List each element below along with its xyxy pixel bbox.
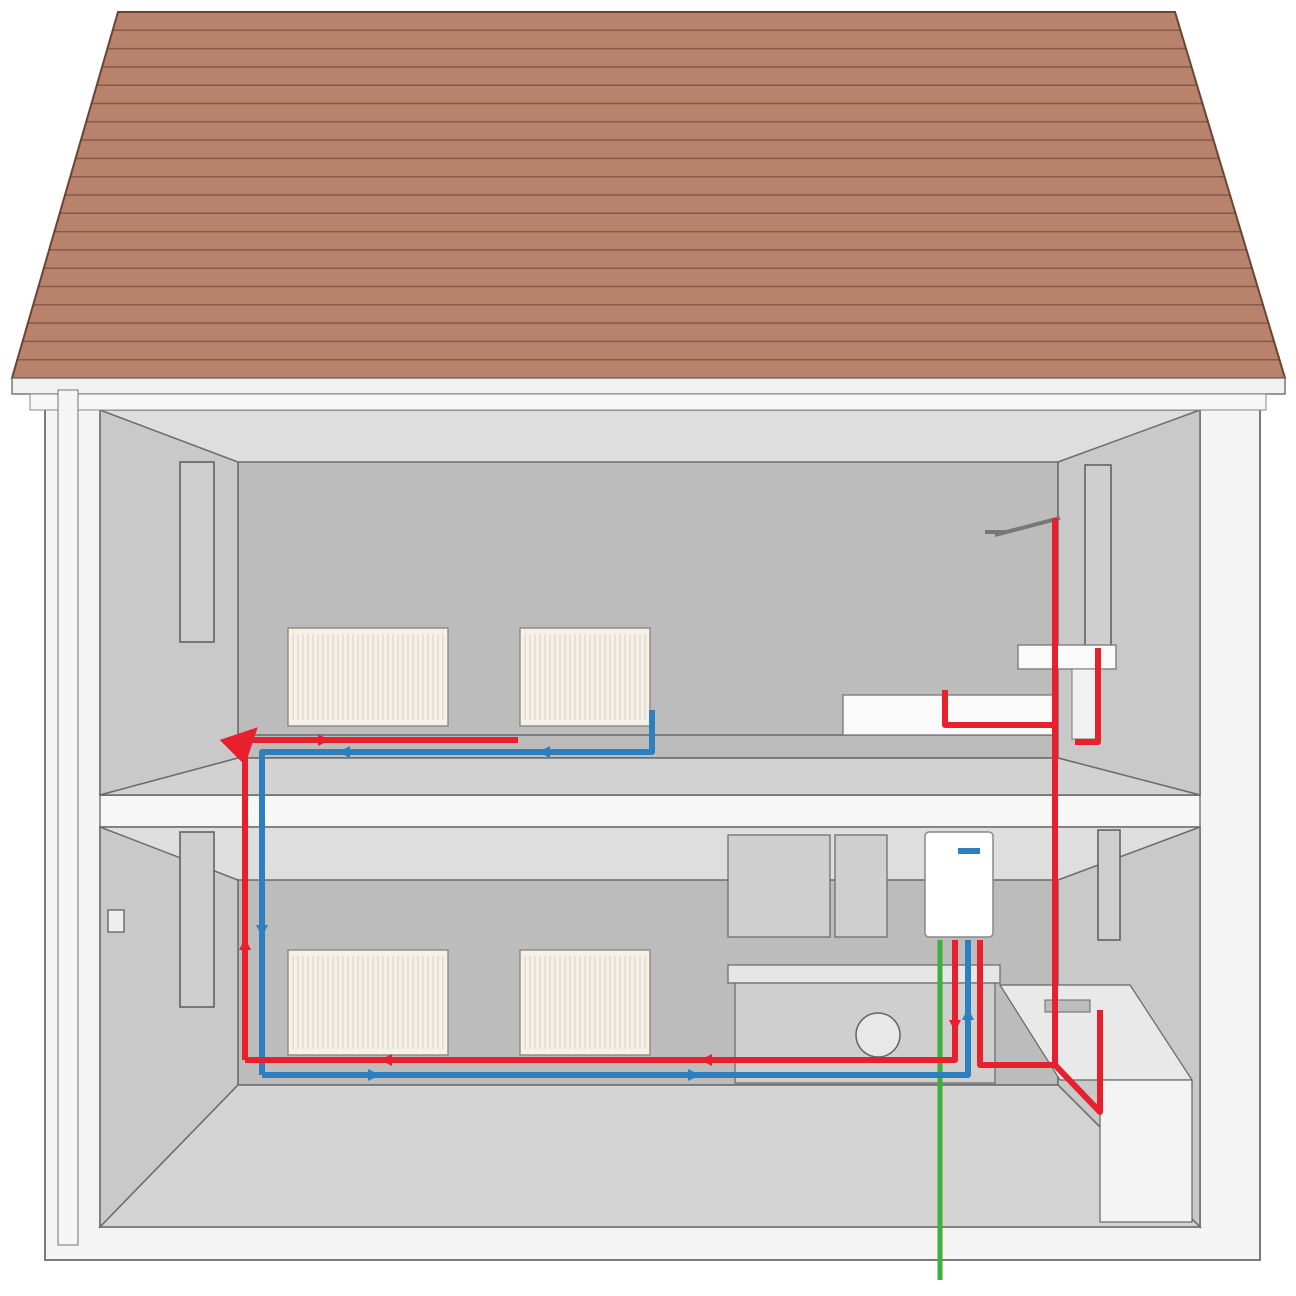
radiator [288, 628, 448, 726]
ground-floor-surface [100, 1085, 1200, 1227]
boiler-casing [925, 832, 993, 937]
radiator [520, 628, 650, 726]
gutter [30, 394, 1266, 410]
ground-right-window [1098, 830, 1120, 940]
upper-left-wall [100, 410, 238, 795]
upper-right-window [1085, 465, 1111, 655]
side-base-units [1100, 1080, 1192, 1222]
boiler-logo [958, 848, 980, 854]
basin [1018, 645, 1116, 669]
radiator [288, 950, 448, 1055]
ground-left-window [180, 832, 214, 1007]
wall-cabinet-right [835, 835, 887, 937]
downpipe [58, 390, 78, 1245]
upper-left-window [180, 462, 214, 642]
thermostat [108, 910, 124, 932]
radiator [520, 950, 650, 1055]
washing-machine-door [856, 1013, 900, 1057]
bath [843, 695, 1058, 735]
kitchen-sink [1045, 1000, 1090, 1012]
fascia-board [12, 378, 1285, 394]
basin-pedestal [1072, 669, 1098, 739]
combi-boiler [925, 832, 993, 937]
wall-cabinet-left [728, 835, 830, 937]
worktop [728, 965, 1000, 983]
